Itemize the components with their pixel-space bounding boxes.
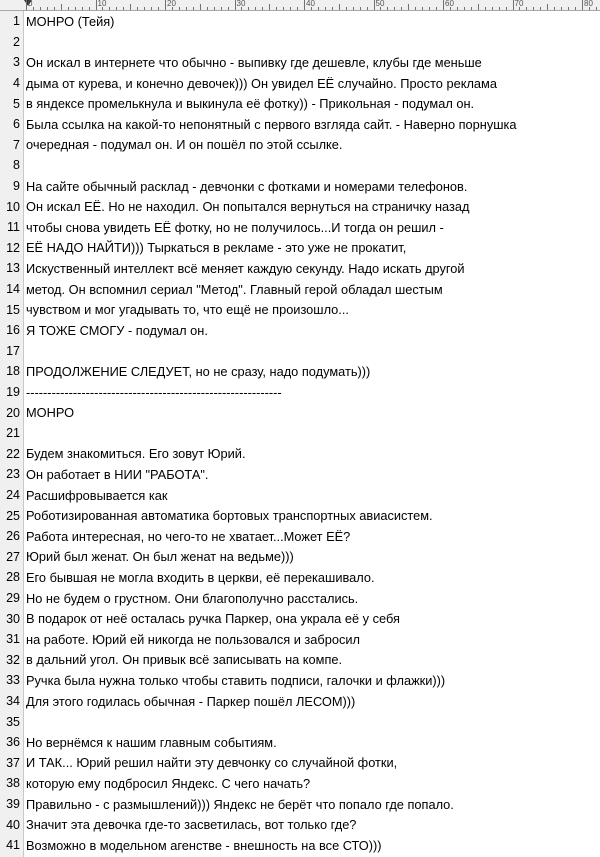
ruler-tick (464, 7, 465, 10)
ruler-tick (235, 0, 236, 10)
editor-line[interactable] (0, 670, 600, 691)
editor-line[interactable] (0, 217, 600, 238)
ruler-tick (144, 7, 145, 10)
line-text: ПРОДОЛЖЕНИЕ СЛЕДУЕТ, но не сразу, надо подумать))) (26, 363, 371, 379)
ruler-tick (533, 7, 534, 10)
ruler-tick (353, 7, 354, 10)
line-text: которую ему подбросил Яндекс. С чего начать? (26, 775, 311, 791)
line-text: Но вернёмся к нашим главным событиям. (26, 734, 277, 750)
ruler-tick (540, 7, 541, 10)
editor-line[interactable] (0, 299, 600, 320)
line-number: 3 (13, 55, 20, 70)
editor-line[interactable] (0, 691, 600, 712)
line-number: 36 (6, 735, 20, 750)
editor-line[interactable] (0, 794, 600, 815)
editor-line[interactable] (0, 835, 600, 856)
ruler-tick (457, 7, 458, 10)
line-text: Роботизированная автоматика бортовых транспортных авиасистем. (26, 508, 433, 524)
line-text: в яндексе промелькнула и выкинула её фотку)) - Прикольная - подумал он. (26, 96, 475, 112)
ruler-tick (186, 7, 187, 10)
ruler-tick (96, 0, 97, 10)
ruler-tick (596, 7, 597, 10)
ruler-tick (276, 7, 277, 10)
ruler-tick (228, 7, 229, 10)
ruler-tick (513, 0, 514, 10)
line-text: На сайте обычный расклад - девчонки с фотками и номерами телефонов. (26, 178, 468, 194)
line-number: 8 (13, 158, 20, 173)
ruler-tick (485, 7, 486, 10)
ruler-tick (207, 7, 208, 10)
editor-line[interactable] (0, 52, 600, 73)
line-text: Значит эта девочка где-то засветилась, вот только где? (26, 817, 357, 833)
ruler-tick (151, 7, 152, 10)
ruler-tick (443, 0, 444, 10)
editor-line[interactable] (0, 629, 600, 650)
ruler-tick (47, 7, 48, 10)
ruler-tick (332, 7, 333, 10)
ruler-label: 80 (584, 0, 593, 8)
line-number: 19 (6, 385, 20, 400)
ruler-tick (116, 7, 117, 10)
editor-line[interactable] (0, 444, 600, 465)
line-number: 27 (6, 549, 20, 564)
ruler-tick (262, 7, 263, 10)
line-text: Работа интересная, но чего-то не хватает...Может ЕЁ? (26, 528, 351, 544)
ruler-label: 70 (514, 0, 524, 8)
line-text: МОНРО (26, 405, 75, 421)
editor-line[interactable] (0, 608, 600, 629)
line-number: 16 (6, 323, 20, 338)
ruler-tick (422, 7, 423, 10)
ruler-tick (415, 7, 416, 10)
line-number: 23 (6, 467, 20, 482)
line-text: Он искал в интернете что обычно - выпивку где дешевле, клубы где меньше (26, 54, 482, 70)
line-number: 2 (13, 34, 20, 49)
ruler-label: 0 (28, 0, 33, 8)
ruler-tick (387, 7, 388, 10)
editor-line[interactable] (0, 588, 600, 609)
ruler-tick (82, 7, 83, 10)
line-text: МОНРО (Тейя) (26, 13, 115, 29)
editor-line[interactable] (0, 196, 600, 217)
editor-line[interactable] (0, 773, 600, 794)
line-text: дыма от курева, и конечно девочек))) Он увидел ЕЁ случайно. Просто реклама (26, 75, 497, 91)
line-number: 32 (6, 652, 20, 667)
editor-line[interactable] (0, 423, 600, 444)
editor-line[interactable] (0, 567, 600, 588)
line-text: метод. Он вспомнил сериал "Метод". Главный герой обладал шестым (26, 281, 443, 297)
ruler-tick (408, 4, 409, 10)
editor-line[interactable] (0, 155, 600, 176)
editor-line[interactable] (0, 11, 600, 32)
line-number: 18 (6, 364, 20, 379)
ruler-tick (61, 4, 62, 10)
line-number: 25 (6, 508, 20, 523)
line-number: 40 (6, 817, 20, 832)
ruler-tick (547, 4, 548, 10)
line-number: 21 (6, 426, 20, 441)
ruler-tick (374, 0, 375, 10)
editor-line[interactable] (0, 711, 600, 732)
line-text: Я ТОЖЕ СМОГУ - подумал он. (26, 322, 208, 338)
line-text: Была ссылка на какой-то непонятный с первого взгляда сайт. - Наверно порнушка (26, 116, 517, 132)
line-number: 7 (13, 137, 20, 152)
line-text: на работе. Юрий ей никогда не пользовался и забросил (26, 631, 360, 647)
line-number: 41 (6, 838, 20, 853)
line-text: ЕЁ НАДО НАЙТИ))) Тыркаться в рекламе - это уже не прокатит, (26, 240, 407, 256)
ruler-tick (158, 7, 159, 10)
line-number: 34 (6, 694, 20, 709)
line-text: чувством и мог угадывать то, что ещё не произошло... (26, 302, 349, 318)
ruler-tick (193, 7, 194, 10)
ruler-tick (255, 7, 256, 10)
ruler-tick (214, 7, 215, 10)
line-text: Юрий был женат. Он был женат на ведьме))) (26, 549, 294, 565)
line-number: 33 (6, 673, 20, 688)
ruler-tick (269, 4, 270, 10)
ruler-tick (109, 7, 110, 10)
ruler-tick (360, 7, 361, 10)
line-number: 38 (6, 776, 20, 791)
editor-line[interactable] (0, 485, 600, 506)
ruler-label: 50 (375, 0, 385, 8)
ruler-tick (248, 7, 249, 10)
line-number: 30 (6, 611, 20, 626)
ruler-tick (554, 7, 555, 10)
editor-line[interactable] (0, 505, 600, 526)
line-text: И ТАК... Юрий решил найти эту девчонку со случайной фотки, (26, 755, 398, 771)
ruler-tick (304, 0, 305, 10)
editor-line[interactable] (0, 176, 600, 197)
ruler-tick (165, 0, 166, 10)
ruler-tick (394, 7, 395, 10)
editor-line[interactable] (0, 114, 600, 135)
ruler-label: 40 (306, 0, 315, 8)
line-text: Правильно - с размышлений))) Яндекс не берёт что попало где попало. (26, 796, 454, 812)
line-number: 26 (6, 529, 20, 544)
ruler-tick (33, 7, 34, 10)
ruler-tick (492, 7, 493, 10)
ruler-tick (325, 7, 326, 10)
line-number: 9 (13, 179, 20, 194)
ruler-tick (75, 7, 76, 10)
line-text: Но не будем о грустном. Они благополучно расстались. (26, 590, 359, 606)
ruler-tick (575, 7, 576, 10)
editor-line[interactable] (0, 279, 600, 300)
ruler-tick (346, 7, 347, 10)
line-number: 39 (6, 797, 20, 812)
editor-line[interactable] (0, 73, 600, 94)
ruler-tick (339, 4, 340, 10)
ruler-tick (68, 7, 69, 10)
line-text: очередная - подумал он. И он пошёл по этой ссылке. (26, 137, 343, 153)
line-text: Искуственный интеллект всё меняет каждую секунду. Надо искать другой (26, 260, 465, 276)
editor-line[interactable] (0, 814, 600, 835)
line-number: 13 (6, 261, 20, 276)
line-text: Будем знакомиться. Его зовут Юрий. (26, 446, 246, 462)
ruler-label: 60 (445, 0, 454, 8)
line-text: Он работает в НИИ "РАБОТА". (26, 466, 209, 482)
ruler-tick (471, 7, 472, 10)
ruler-tick (290, 7, 291, 10)
editor-line[interactable] (0, 320, 600, 341)
editor-line[interactable] (0, 382, 600, 403)
ruler-tick (89, 7, 90, 10)
ruler-label: 30 (236, 0, 246, 8)
ruler-tick (297, 7, 298, 10)
line-text: Возможно в модельном агенстве - внешность на все СТО))) (26, 837, 382, 853)
ruler-tick (429, 7, 430, 10)
editor-line[interactable] (0, 135, 600, 156)
ruler-tick (499, 7, 500, 10)
text-editor-area[interactable] (0, 11, 600, 857)
ruler-tick (54, 7, 55, 10)
line-number: 29 (6, 591, 20, 606)
editor-line[interactable] (0, 732, 600, 753)
ruler-tick (179, 7, 180, 10)
ruler-tick (123, 7, 124, 10)
line-number: 28 (6, 570, 20, 585)
ruler-tick (200, 4, 201, 10)
ruler-label: 10 (97, 0, 107, 8)
ruler-tick (478, 4, 479, 10)
line-text: Он искал ЕЁ. Но не находил. Он попытался вернуться на страничку назад (26, 199, 470, 215)
line-number: 35 (6, 714, 20, 729)
editor-line[interactable] (0, 402, 600, 423)
line-number: 22 (6, 446, 20, 461)
editor-line[interactable] (0, 753, 600, 774)
editor-line[interactable] (0, 361, 600, 382)
line-number: 37 (6, 755, 20, 770)
line-text: Его бывшая не могла входить в церкви, её перекашивало. (26, 569, 375, 585)
ruler-tick (568, 7, 569, 10)
ruler-tick (40, 7, 41, 10)
line-number: 14 (6, 282, 20, 297)
line-text: Расшифровывается как (26, 487, 168, 503)
ruler-tick (506, 7, 507, 10)
line-number: 1 (13, 14, 20, 29)
line-text: в дальний угол. Он привык всё записывать на компе. (26, 652, 343, 668)
ruler-tick (526, 7, 527, 10)
editor-line[interactable] (0, 238, 600, 259)
line-text: В подарок от неё осталась ручка Паркер, она украла её у себя (26, 611, 400, 627)
line-number: 4 (13, 76, 20, 91)
line-text: Ручка была нужна только чтобы ставить подписи, галочки и флажки))) (26, 672, 446, 688)
ruler-tick (283, 7, 284, 10)
line-number: 20 (6, 405, 20, 420)
editor-line[interactable] (0, 93, 600, 114)
line-text: ------------------------------------------------------------ (26, 384, 282, 400)
editor-line[interactable] (0, 464, 600, 485)
editor-line[interactable] (0, 650, 600, 671)
line-text: чтобы снова увидеть ЕЁ фотку, но не получилось...И тогда он решил - (26, 219, 444, 235)
line-number: 6 (13, 117, 20, 132)
ruler-tick (221, 7, 222, 10)
line-number: 11 (7, 220, 20, 235)
editor-line[interactable] (0, 32, 600, 53)
editor-line[interactable] (0, 526, 600, 547)
line-number: 24 (6, 488, 20, 503)
ruler-tick (26, 0, 27, 10)
ruler-tick (561, 7, 562, 10)
ruler-tick (436, 7, 437, 10)
line-number: 17 (6, 343, 20, 358)
ruler-tick (130, 4, 131, 10)
line-text: Для этого годилась обычная - Паркер пошёл ЛЕСОМ))) (26, 693, 356, 709)
line-number: 12 (6, 240, 20, 255)
ruler-tick (582, 0, 583, 10)
ruler-tick (318, 7, 319, 10)
editor-line[interactable] (0, 341, 600, 362)
line-number: 15 (6, 302, 20, 317)
line-number: 5 (13, 96, 20, 111)
column-ruler (0, 0, 600, 11)
ruler-tick (367, 7, 368, 10)
line-number: 10 (6, 199, 20, 214)
editor-line[interactable] (0, 547, 600, 568)
line-number: 31 (6, 632, 20, 647)
editor-line[interactable] (0, 258, 600, 279)
ruler-label: 20 (167, 0, 176, 8)
ruler-tick (401, 7, 402, 10)
ruler-tick (137, 7, 138, 10)
